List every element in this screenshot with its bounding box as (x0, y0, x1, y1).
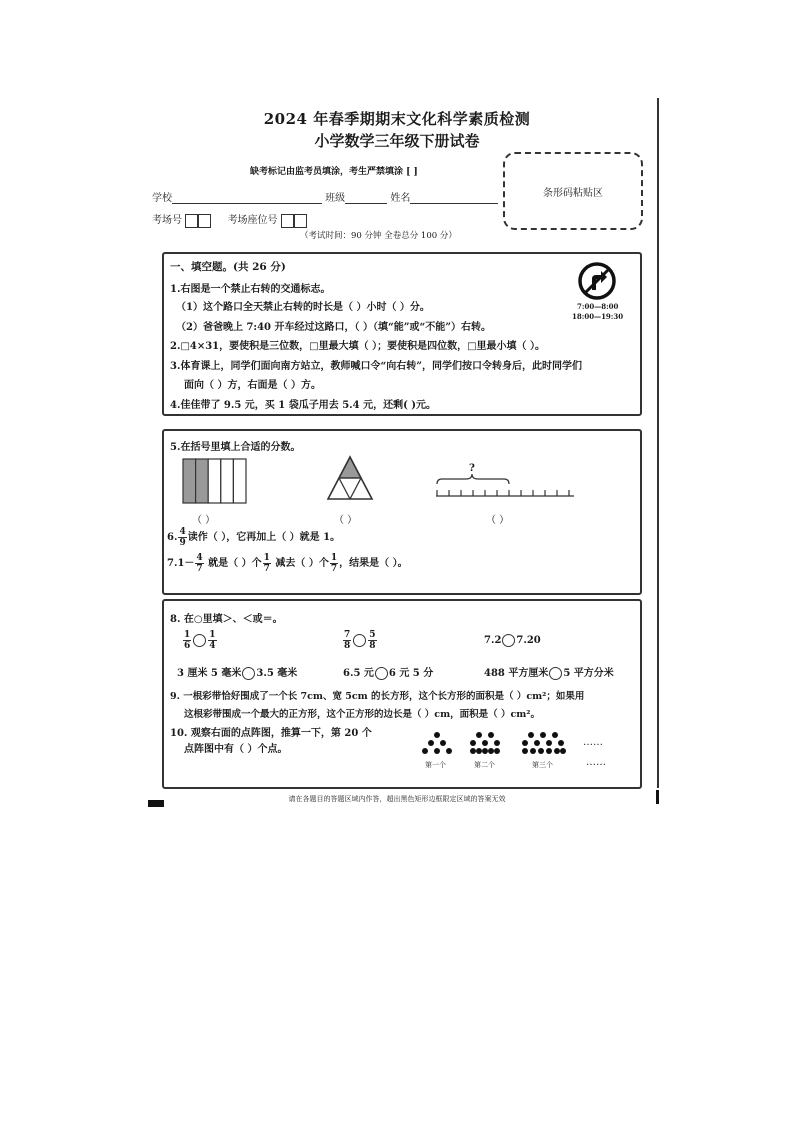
q7-num-1: 4 (196, 553, 203, 563)
footer-note: 请在各题目的答题区域内作答，超出黑色矩形边框限定区域的答案无效 (288, 795, 506, 803)
q6-denominator: 9 (179, 538, 186, 548)
no-right-turn-sign-icon (578, 262, 616, 300)
q7-fraction-3 (330, 553, 338, 574)
exam-info: （考试时间：90 分钟 全卷总分 100 分） (300, 231, 457, 241)
c1-den-2: 4 (209, 641, 216, 651)
class-label: 班级 (325, 193, 346, 204)
question-4: 4.佳佳带了 9.5 元，买 1 袋瓜子用去 5.4 元，还剩( )元。 (170, 400, 437, 411)
seat-box-2[interactable] (294, 214, 307, 228)
room-box-2[interactable] (198, 214, 211, 228)
name-field[interactable] (410, 193, 498, 204)
c3-right: 7.20 (516, 635, 541, 646)
q6-text: 读作（ ），它再加上（ ）就是 1。 (187, 532, 341, 543)
compare-4 (177, 664, 297, 680)
room-label: 考场号 (152, 215, 182, 226)
exam-subtitle: 小学数学三年级下册试卷 (314, 132, 480, 150)
c6-left: 488 平方厘米 (484, 668, 549, 679)
compare-circle-1[interactable] (193, 634, 206, 647)
question-9-line-2: 这根彩带围成一个最大的正方形，这个正方形的边长是（ ）cm，面积是（ ）cm²。 (184, 709, 540, 720)
absence-notice: 缺考标记由监考员填涂，考生严禁填涂 [ ] (250, 167, 418, 177)
right-border-line (657, 98, 659, 788)
class-field[interactable] (345, 193, 387, 204)
q6-fraction (178, 527, 186, 548)
c4-right: 3.5 毫米 (256, 668, 298, 679)
q7-den-2: 7 (263, 564, 270, 574)
name-label: 姓名 (390, 193, 411, 204)
q6-numerator: 4 (179, 527, 186, 537)
dot-ellipsis-bottom: …… (586, 757, 606, 768)
dot-label-3: 第三个 (532, 761, 553, 769)
question-1-1: （1）这个路口全天禁止右转的时长是（ ）小时（ ）分。 (176, 302, 430, 313)
c1-num-1: 1 (184, 630, 191, 640)
seat-label: 考场座位号 (227, 215, 278, 226)
question-7 (167, 553, 408, 574)
question-3: 3.体育课上，同学们面向南方站立，教师喊口令“向右转”，同学们按口令转身后，此时同学们 (170, 361, 582, 372)
q7-part-d: ，结果是（ ）。 (339, 558, 408, 569)
figure-3-blank: （ ） (486, 515, 510, 526)
c2-num-1: 7 (344, 630, 351, 640)
compare-circle-2[interactable] (353, 634, 366, 647)
dot-label-2: 第二个 (474, 761, 495, 769)
q7-fraction-2 (263, 553, 271, 574)
compare-2 (342, 630, 378, 651)
q6-number: 6. (167, 532, 178, 543)
sign-time-1: 7:00—8:00 (577, 302, 619, 311)
question-10-line-1: 10. 观察右面的点阵图，推算一下，第 20 个 (170, 728, 372, 739)
sign-time-2: 18:00—19:30 (572, 312, 624, 321)
fraction-triangle-figure (326, 455, 374, 501)
q7-part-c: 减去（ ）个 (275, 558, 329, 569)
barcode-area (503, 152, 643, 230)
fraction-number-line (434, 462, 576, 502)
c2-num-2: 5 (369, 630, 376, 640)
q7-part-b: 就是（ ）个 (208, 558, 262, 569)
question-1-2: （2）爸爸晚上 7:40 开车经过这路口，（ ）（填“能”或“不能”）右转。 (176, 322, 491, 333)
exam-title: 2024 年春季期期末文化科学素质检测 (263, 110, 531, 128)
figure-1-blank: （ ） (192, 515, 216, 526)
q7-num-3: 1 (330, 553, 338, 563)
school-label: 学校 (152, 193, 172, 204)
q7-fraction-1 (195, 553, 203, 574)
dot-array-1 (420, 731, 454, 757)
c2-den-1: 8 (344, 641, 351, 651)
c5-left: 6.5 元 (343, 668, 374, 679)
c5-right: 6 元 5 分 (388, 668, 434, 679)
compare-circle-6[interactable] (549, 667, 562, 680)
compare-1 (182, 630, 218, 651)
barcode-label: 条形码粘贴区 (543, 187, 603, 199)
question-5: 5.在括号里填上合适的分数。 (170, 442, 301, 453)
c1-den-1: 6 (184, 641, 191, 651)
q7-part-a: 7.1－ (167, 558, 195, 569)
c4-left: 3 厘米 5 毫米 (177, 668, 242, 679)
dot-array-2 (468, 731, 502, 757)
compare-circle-5[interactable] (375, 667, 388, 680)
c6-right: 5 平方分米 (563, 668, 614, 679)
q7-den-1: 7 (196, 564, 203, 574)
compare-6 (484, 664, 614, 680)
question-3-continued: 面向（ ）方，右面是（ ）方。 (184, 380, 321, 391)
room-seat-row (152, 211, 307, 228)
compare-3 (484, 634, 541, 647)
number-line-question-mark: ? (469, 463, 475, 474)
question-2: 2.□4×31，要使积是三位数，□里最大填（ ）；要使积是四位数，□里最小填（ ）。 (170, 341, 545, 352)
c1-num-2: 1 (209, 630, 216, 640)
section-1-box (162, 252, 642, 416)
question-10-line-2: 点阵图中有（ ）个点。 (184, 744, 288, 755)
fraction-rectangle-figure (182, 458, 248, 504)
c3-left: 7.2 (484, 635, 502, 646)
compare-circle-4[interactable] (242, 667, 255, 680)
question-1: 1.右图是一个禁止右转的交通标志。 (170, 284, 331, 295)
compare-circle-3[interactable] (502, 634, 515, 647)
q7-num-2: 1 (263, 553, 270, 563)
dot-label-1: 第一个 (425, 761, 446, 769)
q7-den-3: 7 (330, 564, 338, 574)
room-box-1[interactable] (185, 214, 198, 228)
section-1-heading: 一、填空题。(共 26 分) (170, 261, 286, 273)
question-9-line-1: 9. 一根彩带恰好围成了一个长 7cm、宽 5cm 的长方形，这个长方形的面积是（ ）cm²；如果用 (170, 691, 585, 702)
dot-array-3 (520, 731, 566, 757)
compare-5 (343, 664, 433, 680)
student-info-row (152, 189, 498, 204)
question-6 (167, 527, 340, 548)
question-8: 8. 在○里填＞、＜或＝。 (170, 614, 283, 625)
school-field[interactable] (172, 193, 322, 204)
dot-ellipsis-top: …… (583, 737, 603, 748)
figure-2-blank: （ ） (334, 515, 358, 526)
seat-box-1[interactable] (281, 214, 294, 228)
c2-den-2: 8 (369, 641, 376, 651)
